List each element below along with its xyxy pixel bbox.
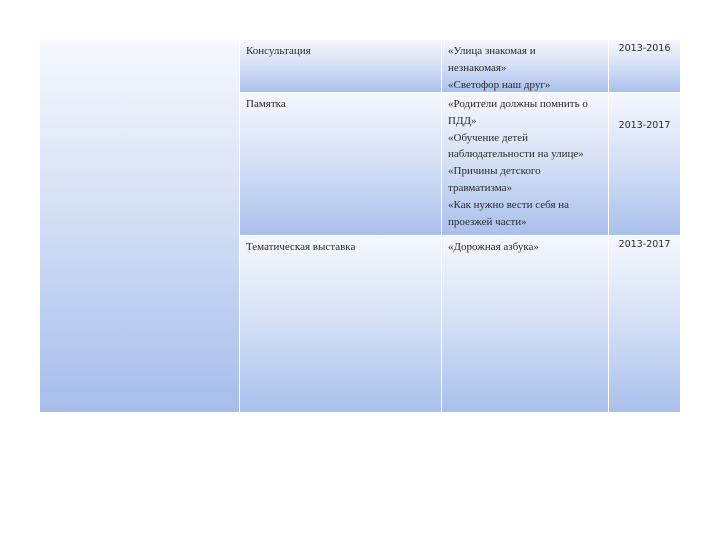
row-2-topic-line: травматизма»	[448, 181, 512, 194]
empty-first-column	[40, 40, 240, 413]
row-2-topic-line: «Как нужно вести себя на	[448, 198, 570, 211]
row-2-topics-cell	[442, 93, 609, 236]
row-1-topic-line: «Светофор наш друг»	[448, 78, 551, 91]
row-1-topics-cell	[442, 40, 609, 93]
row-2-topic-line: ПДД»	[448, 114, 477, 127]
row-3-topic-line: «Дорожная азбука»	[448, 241, 539, 253]
row-3-form-cell	[240, 236, 442, 413]
row-2-topic-line: «Обучение детей	[448, 131, 528, 144]
row-3-years-cell	[609, 236, 681, 413]
row-1-years-cell	[609, 40, 681, 93]
row-1-form-cell	[240, 40, 442, 93]
row-2-topic-line: «Родители должны помнить о	[448, 98, 588, 110]
row-2-form-cell	[240, 93, 442, 236]
row-2-years-cell	[609, 93, 681, 236]
row-3-years: 2013-2017	[618, 239, 671, 250]
row-1-form: Консультация	[246, 45, 311, 57]
row-3-topics-cell	[442, 236, 609, 413]
row-1-topic-line: «Улица знакомая и	[448, 45, 536, 57]
row-2-topic-line: «Причины детского	[448, 165, 541, 178]
row-2-years: 2013-2017	[618, 120, 671, 131]
activities-table	[40, 40, 681, 413]
row-2-topic-line: проезжей части»	[448, 215, 527, 228]
row-3-form: Тематическая выставка	[246, 241, 356, 253]
row-2-form: Памятка	[246, 98, 286, 110]
row-1-topic-line: незнакомая»	[448, 61, 507, 74]
row-2-topic-line: наблюдательности на улице»	[448, 148, 584, 161]
row-1-years: 2013-2016	[618, 43, 671, 54]
